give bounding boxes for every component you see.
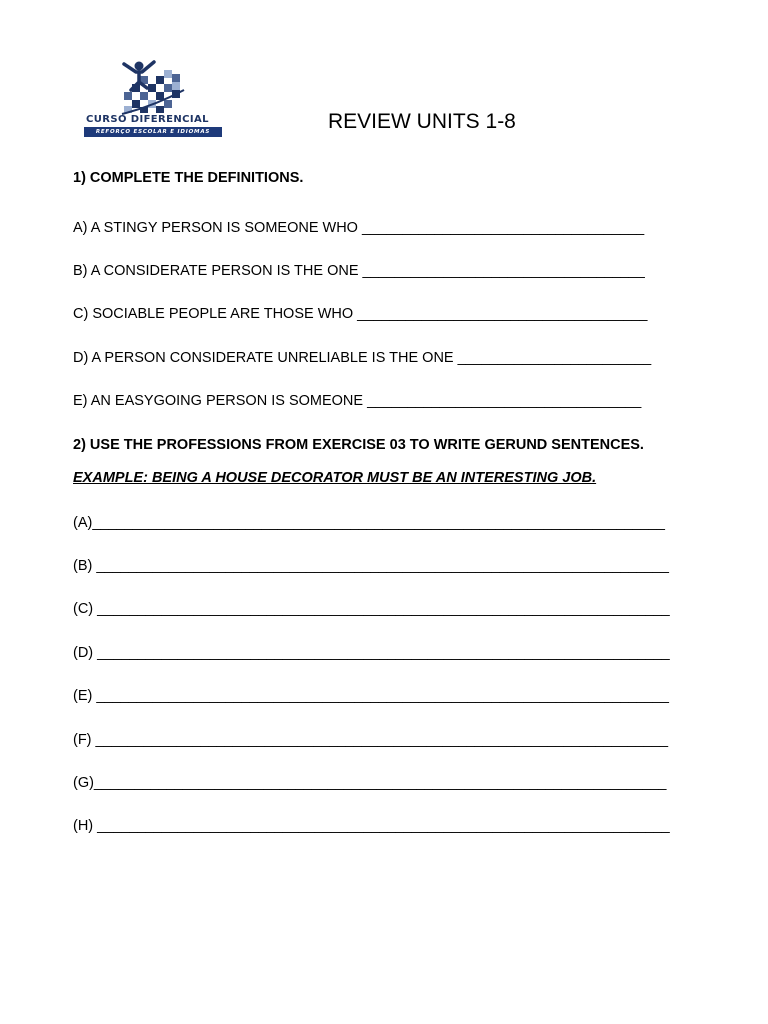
gerund-line-d: (D) _______________________________________________________________________ (73, 645, 670, 661)
school-logo (82, 60, 222, 142)
gerund-line-h: (H) _______________________________________________________________________ (73, 818, 670, 834)
definition-item-a: A) A STINGY PERSON IS SOMEONE WHO ___________________________________ (73, 220, 645, 236)
gerund-line-g: (G)_______________________________________________________________________ (73, 775, 667, 791)
gerund-line-b: (B) _______________________________________________________________________ (73, 558, 669, 574)
gerund-line-c: (C) _______________________________________________________________________ (73, 601, 670, 617)
gerund-line-f: (F) _______________________________________________________________________ (73, 732, 669, 748)
checkered-person-icon (120, 60, 186, 116)
definition-item-d: D) A PERSON CONSIDERATE UNRELIABLE IS THE ONE ________________________ (73, 350, 652, 366)
section1-heading: 1) COMPLETE THE DEFINITIONS. (73, 170, 304, 186)
gerund-line-e: (E) _______________________________________________________________________ (73, 688, 669, 704)
definition-item-b: B) A CONSIDERATE PERSON IS THE ONE ___________________________________ (73, 263, 645, 279)
page-title: REVIEW UNITS 1-8 (328, 110, 516, 133)
logo-tagline: REFORÇO ESCOLAR E IDIOMAS (84, 127, 222, 137)
section2-heading: 2) USE THE PROFESSIONS FROM EXERCISE 03 TO WRITE GERUND SENTENCES. (73, 437, 644, 453)
definition-item-c: C) SOCIABLE PEOPLE ARE THOSE WHO ____________________________________ (73, 306, 648, 322)
definition-item-e: E) AN EASYGOING PERSON IS SOMEONE __________________________________ (73, 393, 642, 409)
logo-name: CURSO DIFERENCIAL (86, 114, 209, 125)
gerund-line-a: (A)_______________________________________________________________________ (73, 515, 665, 531)
example-sentence: EXAMPLE: BEING A HOUSE DECORATOR MUST BE AN INTERESTING JOB. (73, 470, 597, 486)
